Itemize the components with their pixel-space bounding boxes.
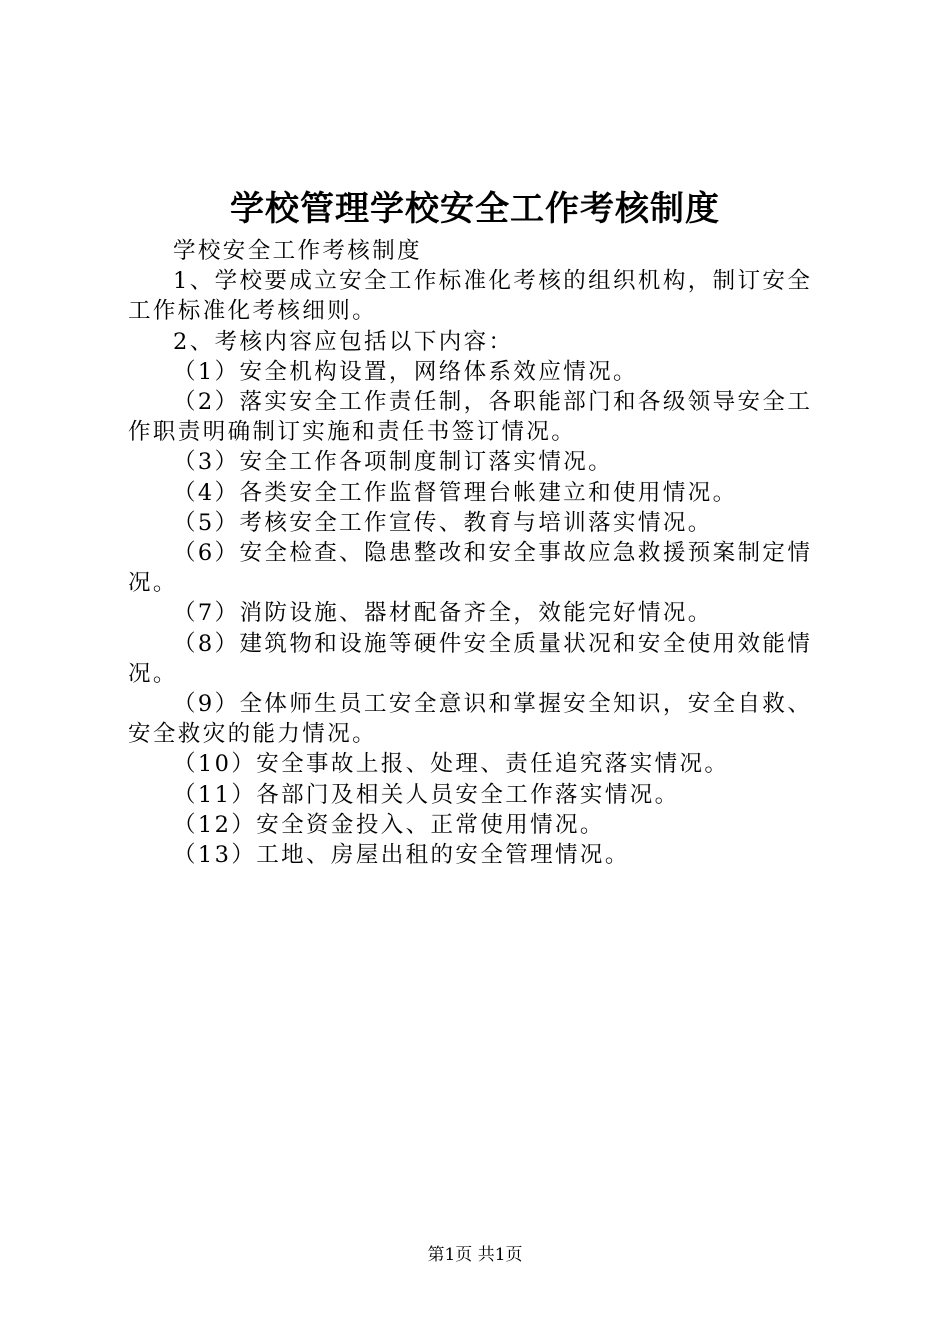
paragraph-heading: 学校安全工作考核制度 [173,238,423,264]
paragraph-sub-12: （12）安全资金投入、正常使用情况。 [173,811,605,838]
document-title: 学校管理学校安全工作考核制度 [230,189,720,229]
paragraph-sub-11: （11）各部门及相关人员安全工作落实情况。 [173,781,680,808]
paragraph-sub-13: （13）工地、房屋出租的安全管理情况。 [173,842,630,869]
paragraph-sub-1: （1）安全机构设置，网络体系效应情况。 [173,358,638,385]
page-footer: 第1页 共1页 [427,1245,523,1265]
paragraph-sub-3: （3）安全工作各项制度制订落实情况。 [173,449,614,476]
paragraph-sub-5: （5）考核安全工作宣传、教育与培训落实情况。 [173,509,713,536]
paragraph-sub-9: （9）全体师生员工安全意识和掌握安全知识，安全自救、安全救灾的能力情况。 [128,691,813,748]
paragraph-sub-8: （8）建筑物和设施等硬件安全质量状况和安全使用效能情况。 [128,630,813,687]
paragraph-sub-7: （7）消防设施、器材配备齐全，效能完好情况。 [173,600,713,627]
paragraph-item-2: 2、考核内容应包括以下内容： [173,328,514,355]
paragraph-item-1: 1、学校要成立安全工作标准化考核的组织机构，制订安全工作标准化考核细则。 [128,268,813,325]
paragraph-sub-2: （2）落实安全工作责任制，各职能部门和各级领导安全工作职责明确制订实施和责任书签订情况。 [128,389,813,446]
paragraph-sub-10: （10）安全事故上报、处理、责任追究落实情况。 [173,751,730,778]
document-body [128,236,828,870]
paragraph-sub-6: （6）安全检查、隐患整改和安全事故应急救援预案制定情况。 [128,540,813,597]
paragraph-sub-4: （4）各类安全工作监督管理台帐建立和使用情况。 [173,479,738,506]
